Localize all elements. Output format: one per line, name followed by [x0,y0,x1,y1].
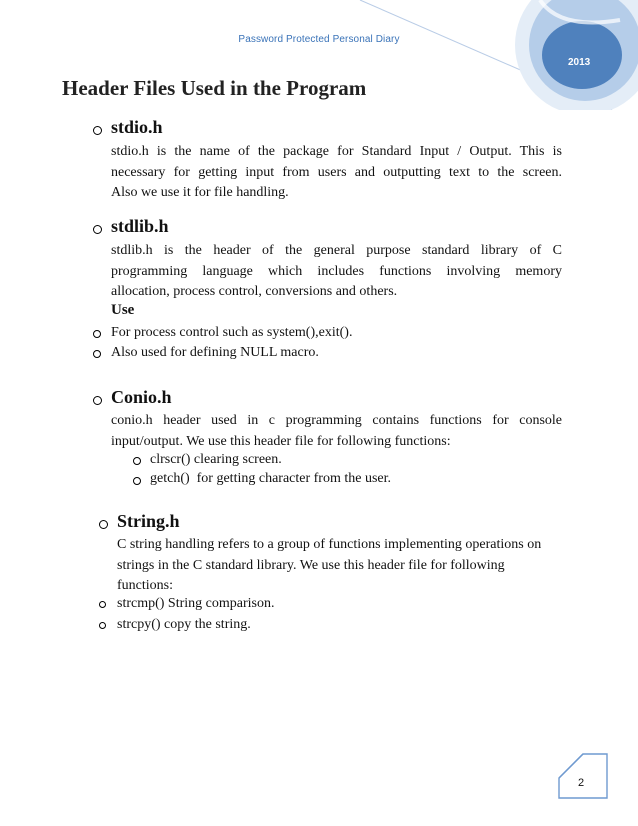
list-item: strcmp() String comparison. [117,596,275,611]
list-item: clrscr() clearing screen. [150,452,282,467]
bullet-icon [93,126,102,135]
bullet-icon [133,477,141,485]
section-description: stdlib.h is the header of the general purpose standard library of C programming language which includes functions involving memory allocation, process control, conversions and others. [111,243,562,299]
section-description: C string handling refers to a group of functions implementing operations on strings in the C standard library. We use this header file for following functions: [117,537,542,593]
bullet-icon [99,520,108,529]
bullet-icon [93,396,102,405]
page-number-badge [557,752,609,800]
bullet-icon [99,601,106,608]
bullet-icon [93,225,102,234]
page-title: Header Files Used in the Program [62,76,367,100]
bullet-icon [93,330,101,338]
list-item: For process control such as system(),exit(). [111,325,353,340]
section-heading: Conio.h [111,387,172,407]
bullet-icon [133,457,141,465]
section-description: conio.h header used in c programming contains functions for console input/output. We use this header file for following functions: [111,413,562,449]
section-description: stdio.h is the name of the package for Standard Input / Output. This is necessary for getting input from users and outputting text to the screen. Also we use it for file handling. [111,144,562,200]
bullet-icon [99,622,106,629]
list-item: Also used for defining NULL macro. [111,345,319,360]
bullet-icon [93,350,101,358]
list-item: getch() for getting character from the user. [150,471,392,486]
use-label: Use [111,302,135,318]
section-heading: stdio.h [111,117,163,137]
section-heading: stdlib.h [111,216,169,236]
section-heading: String.h [117,511,180,531]
page-number: 2 [578,777,585,789]
year-badge: 2013 [568,57,591,68]
document-header-title: Password Protected Personal Diary [238,34,400,45]
list-item: strcpy() copy the string. [117,617,251,632]
